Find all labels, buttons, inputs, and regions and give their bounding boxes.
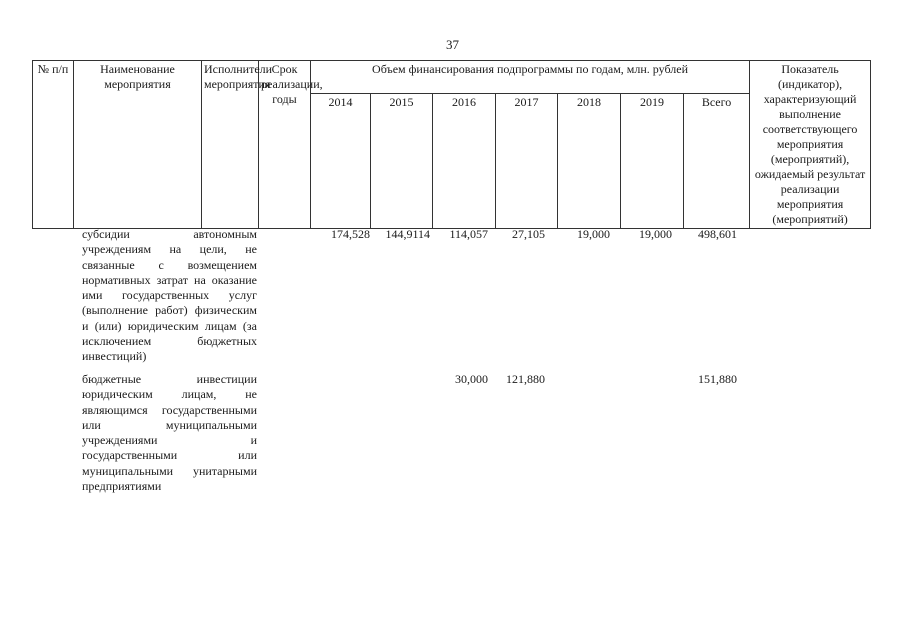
year-2017: 2017 <box>496 94 558 229</box>
year-2018: 2018 <box>558 94 621 229</box>
header-name: Наименование мероприятия <box>74 61 202 229</box>
header-indicator: Показатель (индикатор), характеризующий выполнение соответствующего мероприятия (мероприятий), ожидаемый результат реализации мероприятия (мероприятий) <box>750 61 871 229</box>
year-2015: 2015 <box>371 94 433 229</box>
value-2017: 27,105 <box>512 227 545 241</box>
year-2019: 2019 <box>621 94 684 229</box>
value-2019: 19,000 <box>639 227 672 241</box>
activity-text: субсидии автономным учреждениям на цели, не связанные с возмещением нормативных затрат на оказание ими государственных услуг (выполнение работ) физическим и (или) юридическим лицам (за исключением бюджетных инвестиций) <box>82 227 257 364</box>
value-total: 498,601 <box>698 227 737 241</box>
value-2018: 19,000 <box>577 227 610 241</box>
value-total: 151,880 <box>698 372 737 386</box>
value-2016: 30,000 <box>455 372 488 386</box>
header-executors: Исполнители мероприятия <box>202 61 259 229</box>
header-no: № п/п <box>33 61 74 229</box>
page-number: 37 <box>446 37 459 52</box>
value-2015: 144,9114 <box>385 227 430 241</box>
funding-table-header <box>32 60 871 229</box>
header-funding-title: Объем финансирования подпрограммы по годам, млн. рублей <box>311 61 750 94</box>
year-2014: 2014 <box>311 94 371 229</box>
year-2016: 2016 <box>433 94 496 229</box>
value-2017: 121,880 <box>506 372 545 386</box>
header-term: Срок реализации, годы <box>259 61 311 229</box>
year-total: Всего <box>684 94 750 229</box>
value-2016: 114,057 <box>449 227 488 241</box>
value-2014: 174,528 <box>331 227 370 241</box>
activity-text: бюджетные инвестиции юридическим лицам, не являющимся государственными или муниципальными учреждениями и государственными или муниципальными унитарными предприятиями <box>82 372 257 494</box>
